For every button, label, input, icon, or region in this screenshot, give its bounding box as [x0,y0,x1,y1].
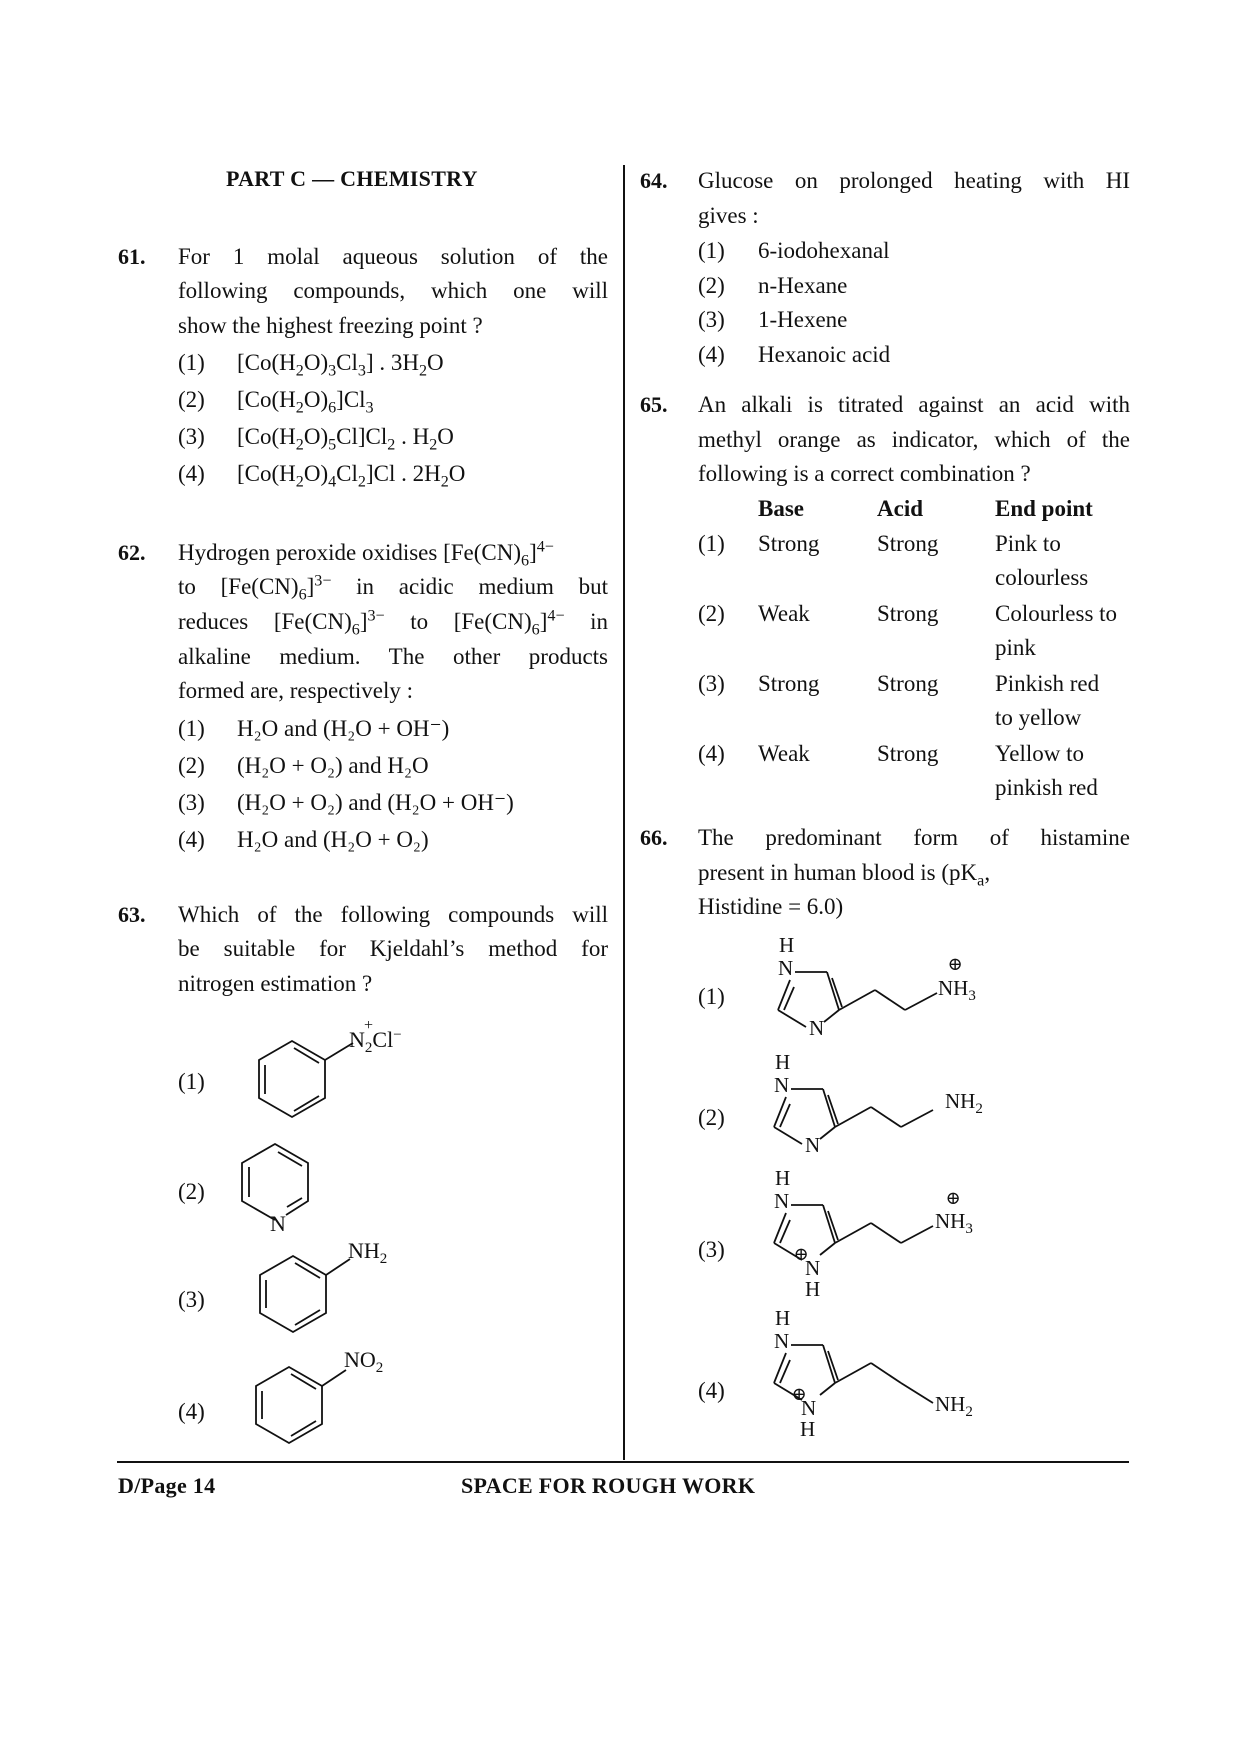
question-text-line: be suitable for Kjeldahl’s method for [178,936,608,961]
option-number: (2) [178,387,205,412]
n-label: N [809,1016,825,1040]
question-text-line: show the highest freezing point ? [178,313,483,338]
histamine-option-4-structure[interactable] [755,1305,1015,1440]
rough-work-label: SPACE FOR ROUGH WORK [461,1473,756,1498]
question-text-line: Glucose on prolonged heating with HI [698,168,1130,193]
question-text-line: gives : [698,203,759,228]
pyridine-structure[interactable] [230,1135,350,1235]
cell-endpoint: Pinkish red [995,671,1100,696]
part-title: PART C — CHEMISTRY [226,166,478,191]
option-number: (3) [698,671,725,696]
cell-base: Weak [758,741,810,766]
option-formula[interactable]: $[Co(H_2O)_6]Cl_3$ [237,387,374,417]
n2-label: $N_2Cl^-$ [349,1027,402,1056]
option-number: (1) [698,531,725,556]
n-label: N [774,1073,790,1097]
aniline-structure[interactable] [230,1235,400,1345]
option-formula[interactable]: $[Co(H_2O)_4Cl_2]Cl$ . $2H_2O$ [237,461,466,491]
nh2-label: $NH_2$ [935,1392,973,1420]
question-text-line: following is a correct combination ? [698,461,1031,486]
n-label: N [805,1256,821,1280]
cell-base: Strong [758,531,820,556]
h-label: H [805,1277,821,1300]
page-number: D/Page 14 [118,1473,216,1498]
option-number: (3) [178,790,205,815]
cell-acid: Strong [877,601,939,626]
n-label: N [774,1329,790,1353]
cell-endpoint: Colourless to [995,601,1118,626]
question-text-line: methyl orange as indicator, which of the [698,427,1130,452]
cell-endpoint: pinkish red [995,775,1098,800]
nh3-label: $NH_3$ [938,976,976,1004]
nitrobenzene-structure[interactable] [230,1343,400,1455]
question-text-line: For 1 molal aqueous solution of the [178,244,608,269]
question-number: 66. [640,825,668,850]
h-label: H [775,1166,791,1190]
option-number: (4) [698,1378,725,1403]
plus-charge-icon: ⊕ [947,954,963,974]
column-divider [623,165,625,1460]
option-number: (3) [178,424,205,449]
option-text[interactable]: (H₂O + O₂) and (H₂O + OH⁻) [237,790,514,815]
question-text-line: nitrogen estimation ? [178,971,373,996]
h-label: H [779,933,795,957]
table-header: Acid [877,496,923,521]
option-number: (1) [178,716,205,741]
question-text-line: Histidine = 6.0) [698,894,844,919]
option-number: (1) [698,984,725,1009]
option-number: (3) [178,1287,205,1312]
cell-endpoint: colourless [995,565,1089,590]
cell-endpoint: Pink to [995,531,1061,556]
option-number: (2) [178,753,205,778]
h-label: H [800,1417,816,1440]
question-text-line: An alkali is titrated against an acid with [698,392,1130,417]
n-label: N [805,1133,821,1157]
cell-endpoint: Yellow to [995,741,1085,766]
option-number: (2) [698,1105,725,1130]
question-number: 61. [118,244,146,269]
option-text[interactable]: H₂O and (H₂O + O₂) [237,827,429,852]
option-text[interactable]: n-Hexane [758,273,848,298]
cell-acid: Strong [877,531,939,556]
footer-rule [117,1461,1129,1463]
histamine-option-3-structure[interactable] [755,1165,1015,1300]
option-text[interactable]: Hexanoic acid [758,342,891,367]
cell-base: Strong [758,671,820,696]
n-label: N [774,1189,790,1213]
question-text-line: alkaline medium. The other products [178,644,608,669]
pyridine-n-label: N [270,1211,286,1235]
question-text-line: reduces $[Fe(CN)_6]^{3-}$ to $[Fe(CN)_6]^{4-}$ in [178,607,609,639]
option-number: (1) [698,238,725,263]
question-text-line: Which of the following compounds will [178,902,608,927]
nh2-label: $NH_2$ [348,1238,388,1267]
question-text-line: The predominant form of histamine [698,825,1130,850]
question-number: 64. [640,168,668,193]
cell-endpoint: to yellow [995,705,1082,730]
question-text-line: Hydrogen peroxide oxidises $[Fe(CN)_6]^{4-}$ [178,538,554,570]
table-header: End point [995,496,1093,521]
option-number: (2) [698,601,725,626]
h-label: H [775,1050,791,1074]
cell-acid: Strong [877,671,939,696]
table-header: Base [758,496,804,521]
plus-charge-icon: ⊕ [793,1244,809,1264]
histamine-option-1-structure[interactable] [755,930,1015,1045]
question-text-line: following compounds, which one will [178,278,608,303]
question-number: 62. [118,540,146,565]
h-label: H [775,1306,791,1330]
cell-acid: Strong [877,741,939,766]
question-text-line: to $[Fe(CN)_6]^{3-}$ in acidic medium but [178,572,608,604]
option-number: (4) [178,1399,205,1424]
question-number: 65. [640,392,668,417]
option-number: (4) [698,342,725,367]
option-formula[interactable]: $[Co(H_2O)_5Cl]Cl_2$ . $H_2O$ [237,424,454,454]
cell-endpoint: pink [995,635,1036,660]
option-text[interactable]: 1-Hexene [758,307,848,332]
question-text-line: present in human blood is ($pK_a$, [698,860,991,890]
option-text[interactable]: (H₂O + O₂) and H₂O [237,753,429,778]
histamine-option-2-structure[interactable] [755,1050,1015,1165]
nh2-label: $NH_2$ [945,1089,983,1117]
no2-label: $NO_2$ [344,1347,384,1376]
question-number: 63. [118,902,146,927]
nh3-label: $NH_3$ [935,1209,973,1237]
option-number: (4) [178,461,205,486]
cell-base: Weak [758,601,810,626]
question-text-line: formed are, respectively : [178,678,413,703]
option-number: (2) [178,1179,205,1204]
option-formula[interactable]: $[Co(H_2O)_3Cl_3]$ . $3H_2O$ [237,350,444,380]
option-number: (3) [698,307,725,332]
option-number: (3) [698,1237,725,1262]
option-number: (4) [178,827,205,852]
option-number: (1) [178,350,205,375]
option-number: (1) [178,1069,205,1094]
option-number: (2) [698,273,725,298]
option-text[interactable]: 6-iodohexanal [758,238,890,263]
n-label: N [801,1396,817,1420]
n-label: N [778,956,794,980]
plus-charge-icon: ⊕ [791,1384,807,1404]
option-number: (4) [698,741,725,766]
benzenediazonium-chloride-structure[interactable] [230,1005,450,1130]
option-text[interactable]: H₂O and (H₂O + OH⁻) [237,716,450,741]
plus-charge-icon: ⊕ [945,1188,961,1208]
plus-charge: + [364,1017,374,1034]
